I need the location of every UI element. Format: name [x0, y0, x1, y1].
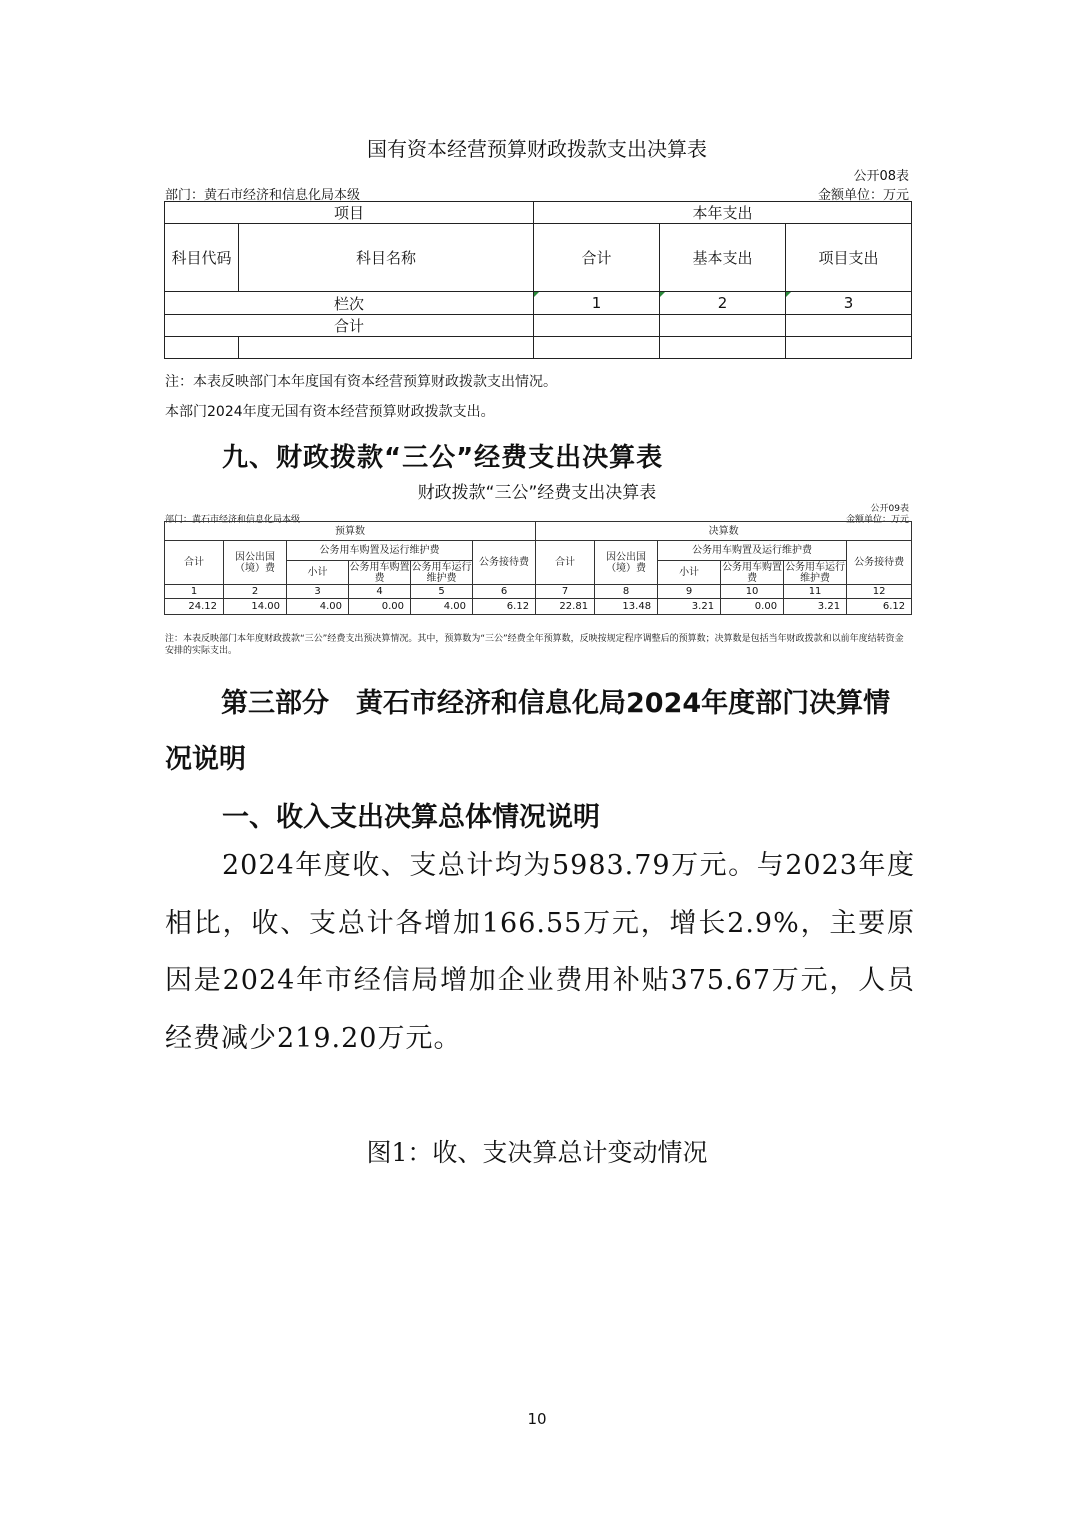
part3-heading-text: 第三部分 黄石市经济和信息化局2024年度部门决算情况说明: [165, 688, 891, 775]
col-num: 2: [224, 585, 287, 599]
col-num: 6: [473, 585, 536, 599]
col-num: 9: [658, 585, 721, 599]
col-num: 4: [349, 585, 411, 599]
value-cell: 22.81: [536, 599, 595, 615]
figure-caption: 图1：收、支决算总计变动情况: [366, 1138, 708, 1167]
table2-dept: 部门：黄石市经济和信息化局本级: [165, 515, 301, 525]
section1-heading: 一、收入支出决算总体情况说明: [222, 802, 600, 833]
header-budget: 预算数: [165, 522, 536, 541]
col-num: 1: [534, 292, 660, 315]
value-cell: 4.00: [411, 599, 473, 615]
header-year-expenditure: 本年支出: [534, 202, 912, 224]
table1-unit: 金额单位：万元: [817, 188, 909, 203]
col-num: 5: [411, 585, 473, 599]
header-total: 合计: [165, 541, 224, 585]
header-basic: 基本支出: [660, 224, 786, 292]
three-public-table: [164, 521, 912, 615]
table1-dept: 部门：黄石市经济和信息化局本级: [165, 188, 361, 203]
header-project: 项目支出: [786, 224, 912, 292]
col-num: 7: [536, 585, 595, 599]
header-car-buy: 公务用车购置费: [349, 561, 410, 584]
col-num: 8: [595, 585, 658, 599]
col-num: 11: [784, 585, 847, 599]
section9-heading: 九、财政拨款“三公”经费支出决算表: [222, 443, 664, 473]
row-column-label: 栏次: [165, 292, 534, 315]
header-reception: 公务接待费: [847, 541, 912, 585]
cell: [534, 315, 660, 337]
header-subject-code: 科目代码: [165, 224, 239, 292]
col-num: 12: [847, 585, 912, 599]
header-subtotal: 小计: [658, 561, 721, 585]
table2-note: 注：本表反映部门本年度财政拨款“三公”经费支出预决算情况。其中，预算数为“三公”经费全年预算数，反映按规定程序调整后的预算数；决算数是包括当年财政拨款和以前年度结转资金安排的实际支出。: [165, 634, 904, 656]
summary-paragraph: 2024年度收、支总计均为5983.79万元。与2023年度相比，收、支总计各增加166.55万元，增长2.9%，主要原因是2024年市经信局增加企业费用补贴375.67万元，人员经费减少219.20万元。: [165, 850, 915, 1054]
header-car-run: 公务用车运行维护费: [785, 561, 846, 584]
col-num: 1: [165, 585, 224, 599]
cell: [165, 337, 239, 359]
col-num: 2: [660, 292, 786, 315]
header-car-buy: 公务用车购置费: [722, 561, 783, 584]
header-final: 决算数: [536, 522, 912, 541]
table2-unit: 金额单位：万元: [845, 515, 909, 525]
table1-title: 国有资本经营预算财政拨款支出决算表: [367, 137, 707, 161]
header-abroad: 因公出国（境）费: [595, 541, 658, 585]
header-reception: 公务接待费: [473, 541, 536, 585]
header-total: 合计: [536, 541, 595, 585]
header-subtotal: 小计: [287, 561, 349, 585]
value-cell: 3.21: [784, 599, 847, 615]
value-cell: 0.00: [349, 599, 411, 615]
header-abroad: 因公出国（境）费: [224, 541, 287, 585]
value-cell: 0.00: [721, 599, 784, 615]
col-num: 3: [786, 292, 912, 315]
col-num: 10: [721, 585, 784, 599]
header-car: 公务用车购置及运行维护费: [658, 541, 847, 561]
table2-code: 公开09表: [870, 504, 909, 514]
value-cell: 6.12: [847, 599, 912, 615]
page-number: 10: [527, 1410, 547, 1428]
header-total: 合计: [534, 224, 660, 292]
header-car: 公务用车购置及运行维护费: [287, 541, 473, 561]
cell: [786, 315, 912, 337]
value-cell: 24.12: [165, 599, 224, 615]
state-capital-table: [164, 201, 912, 359]
value-cell: 14.00: [224, 599, 287, 615]
value-cell: 3.21: [658, 599, 721, 615]
header-item: 项目: [165, 202, 534, 224]
value-cell: 4.00: [287, 599, 349, 615]
cell: [786, 337, 912, 359]
cell: [534, 337, 660, 359]
col-num: 3: [287, 585, 349, 599]
table1-code: 公开08表: [853, 169, 909, 184]
cell: [239, 337, 534, 359]
table1-statement: 本部门2024年度无国有资本经营预算财政拨款支出。: [165, 404, 495, 420]
table2-title: 财政拨款“三公”经费支出决算表: [417, 483, 657, 503]
table1-note: 注：本表反映部门本年度国有资本经营预算财政拨款支出情况。: [165, 374, 557, 390]
value-cell: 6.12: [473, 599, 536, 615]
part3-heading: [165, 676, 913, 788]
cell: [660, 315, 786, 337]
value-cell: 13.48: [595, 599, 658, 615]
row-total-label: 合计: [165, 315, 534, 337]
header-car-run: 公务用车运行维护费: [411, 561, 472, 584]
header-subject-name: 科目名称: [239, 224, 534, 292]
cell: [660, 337, 786, 359]
